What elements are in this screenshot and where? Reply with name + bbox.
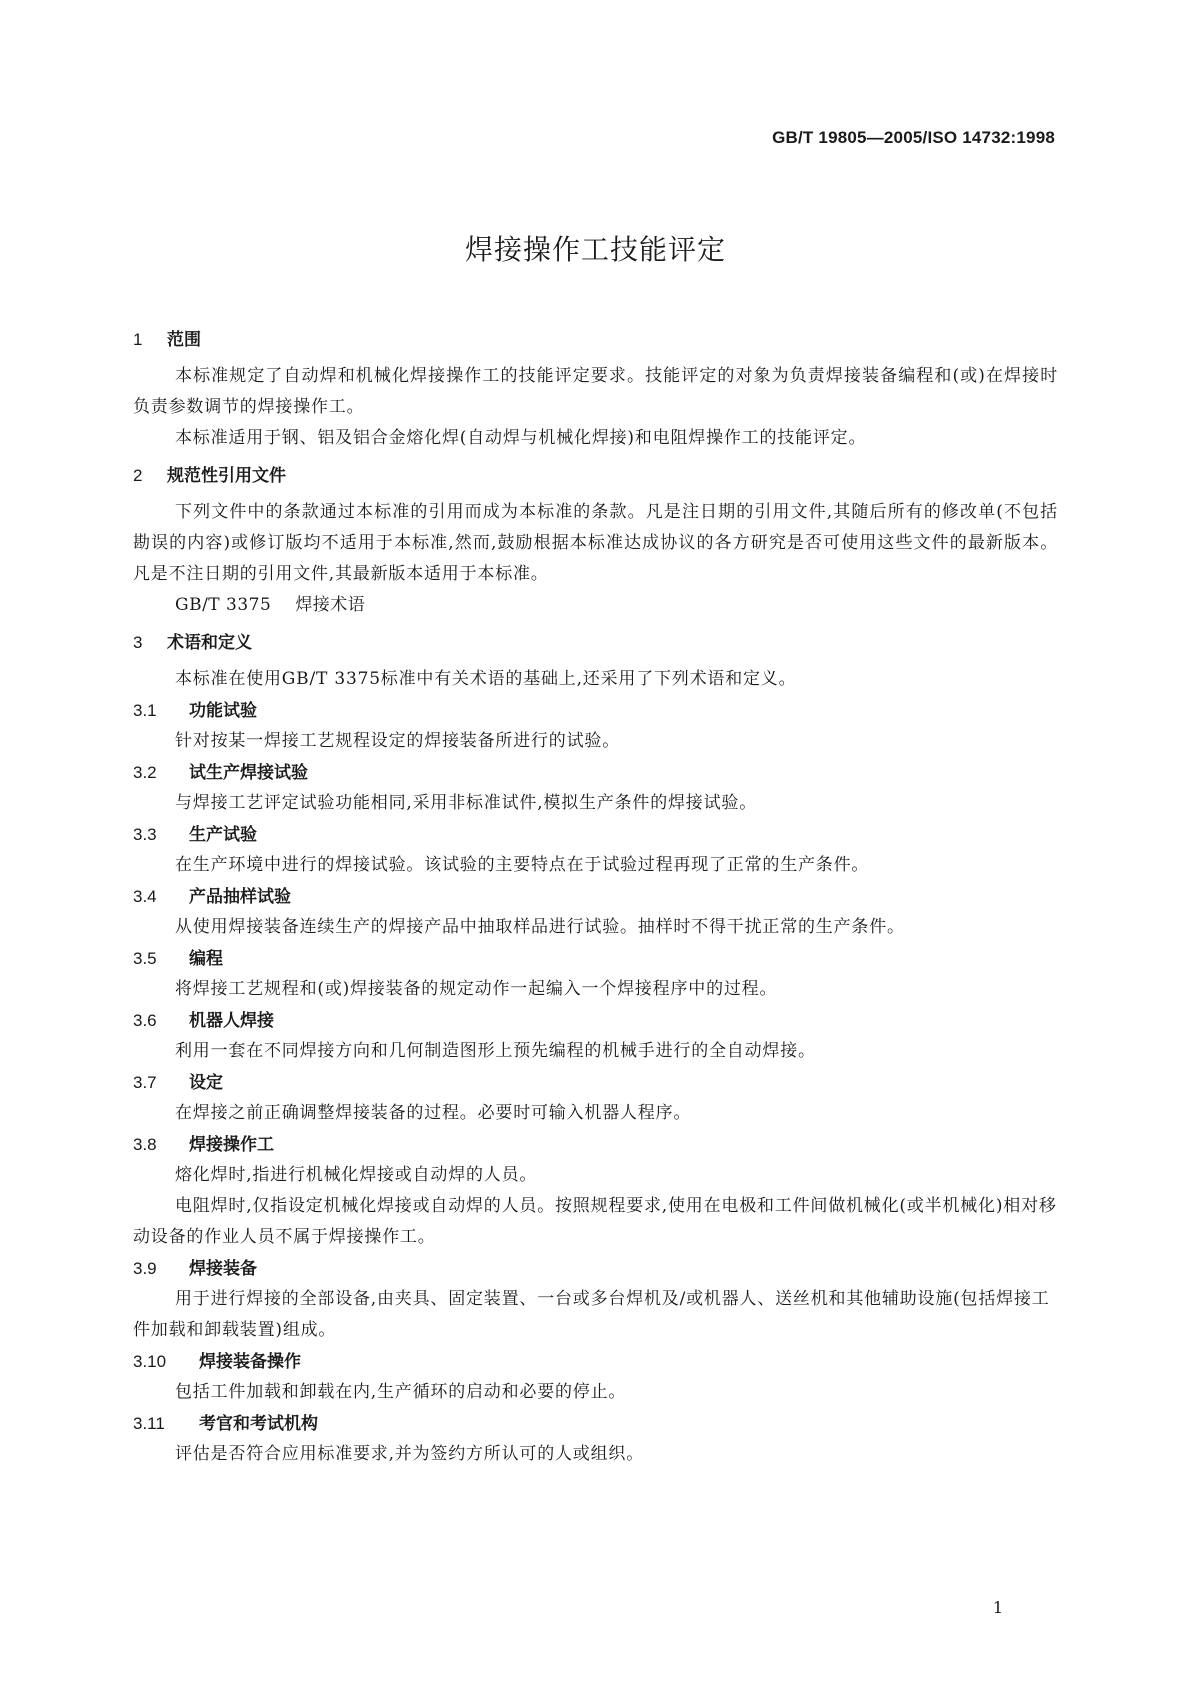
term-heading — [133, 1129, 1058, 1160]
section-heading-normative-references — [133, 460, 1058, 491]
section-title: 规范性引用文件 — [167, 466, 286, 486]
term-heading — [133, 1067, 1058, 1098]
term-heading — [133, 1346, 1058, 1377]
section-title: 范围 — [167, 330, 201, 350]
term-definition: 针对按某一焊接工艺规程设定的焊接装备所进行的试验。 — [175, 731, 620, 751]
term-name: 生产试验 — [189, 825, 257, 845]
term-heading — [133, 819, 1058, 850]
term-heading — [133, 695, 1058, 726]
term-name: 产品抽样试验 — [189, 887, 291, 907]
term-number: 3.4 — [133, 887, 157, 906]
term-definition: 与焊接工艺评定试验功能相同,采用非标准试件,模拟生产条件的焊接试验。 — [175, 793, 758, 813]
term-heading — [133, 757, 1058, 788]
term-number: 3.2 — [133, 763, 157, 782]
page-number: 1 — [992, 1598, 1003, 1617]
term-number: 3.10 — [133, 1352, 167, 1371]
document-title: 焊接操作工技能评定 — [464, 233, 726, 266]
term-definition: 利用一套在不同焊接方向和几何制造图形上预先编程的机械手进行的全自动焊接。 — [175, 1041, 816, 1061]
term-definition: 包括工件加载和卸载在内,生产循环的启动和必要的停止。 — [175, 1382, 627, 1402]
reference-title: 焊接术语 — [295, 595, 366, 615]
term-definition: 在焊接之前正确调整焊接装备的过程。必要时可输入机器人程序。 — [175, 1103, 692, 1123]
document-body — [133, 324, 1058, 1470]
term-number: 3.7 — [133, 1073, 157, 1092]
term-number: 3.6 — [133, 1011, 157, 1030]
section-number: 1 — [133, 330, 143, 349]
term-heading — [133, 1408, 1058, 1439]
term-number: 3.5 — [133, 949, 157, 968]
term-name: 设定 — [189, 1073, 223, 1093]
term-heading — [133, 881, 1058, 912]
term-name: 机器人焊接 — [189, 1011, 274, 1031]
term-definition: 电阻焊时,仅指设定机械化焊接或自动焊的人员。按照规程要求,使用在电极和工件间做机械化(或半机械化)相对移动设备的作业人员不属于焊接操作工。 — [133, 1196, 1057, 1247]
term-definition: 将焊接工艺规程和(或)焊接装备的规定动作一起编入一个焊接程序中的过程。 — [175, 979, 778, 999]
term-definition: 用于进行焊接的全部设备,由夹具、固定装置、一台或多台焊机及/或机器人、送丝机和其他辅助设施(包括焊接工件加载和卸载装置)组成。 — [133, 1289, 1050, 1340]
section-heading-scope — [133, 324, 1058, 355]
term-name: 功能试验 — [189, 701, 257, 721]
section-heading-terms-and-definitions — [133, 627, 1058, 658]
reference-entry — [133, 590, 1058, 621]
term-name: 试生产焊接试验 — [189, 763, 308, 783]
term-heading — [133, 943, 1058, 974]
term-name: 考官和考试机构 — [199, 1414, 318, 1434]
section-number: 2 — [133, 466, 143, 485]
term-name: 焊接装备 — [189, 1259, 257, 1279]
term-name: 焊接操作工 — [189, 1135, 274, 1155]
paragraph: 本标准适用于钢、铝及铝合金熔化焊(自动焊与机械化焊接)和电阻焊操作工的技能评定。 — [175, 428, 867, 448]
term-definition: 熔化焊时,指进行机械化焊接或自动焊的人员。 — [175, 1165, 538, 1185]
term-definition: 评估是否符合应用标准要求,并为签约方所认可的人或组织。 — [175, 1444, 645, 1464]
term-number: 3.11 — [133, 1414, 165, 1433]
term-name: 焊接装备操作 — [199, 1352, 301, 1372]
term-number: 3.3 — [133, 825, 157, 844]
term-number: 3.8 — [133, 1135, 157, 1154]
term-number: 3.9 — [133, 1259, 157, 1278]
paragraph: 下列文件中的条款通过本标准的引用而成为本标准的条款。凡是注日期的引用文件,其随后所有的修改单(不包括勘误的内容)或修订版均不适用于本标准,然而,鼓励根据本标准达成协议的各方研究是否可使用这些文件的最新版本。凡是不注日期的引用文件,其最新版本适用于本标准。 — [133, 502, 1058, 584]
term-definition: 从使用焊接装备连续生产的焊接产品中抽取样品进行试验。抽样时不得干扰正常的生产条件。 — [175, 917, 905, 937]
term-number: 3.1 — [133, 701, 157, 720]
section-number: 3 — [133, 633, 143, 652]
section-title: 术语和定义 — [167, 633, 252, 653]
standard-code: GB/T 19805—2005/ISO 14732:1998 — [772, 128, 1055, 147]
paragraph: 本标准在使用GB/T 3375标准中有关术语的基础上,还采用了下列术语和定义。 — [175, 669, 797, 689]
reference-code: GB/T 3375 — [175, 595, 272, 615]
term-name: 编程 — [189, 949, 223, 969]
term-definition: 在生产环境中进行的焊接试验。该试验的主要特点在于试验过程再现了正常的生产条件。 — [175, 855, 870, 875]
term-heading — [133, 1253, 1058, 1284]
term-heading — [133, 1005, 1058, 1036]
paragraph: 本标准规定了自动焊和机械化焊接操作工的技能评定要求。技能评定的对象为负责焊接装备编程和(或)在焊接时负责参数调节的焊接操作工。 — [133, 366, 1058, 417]
